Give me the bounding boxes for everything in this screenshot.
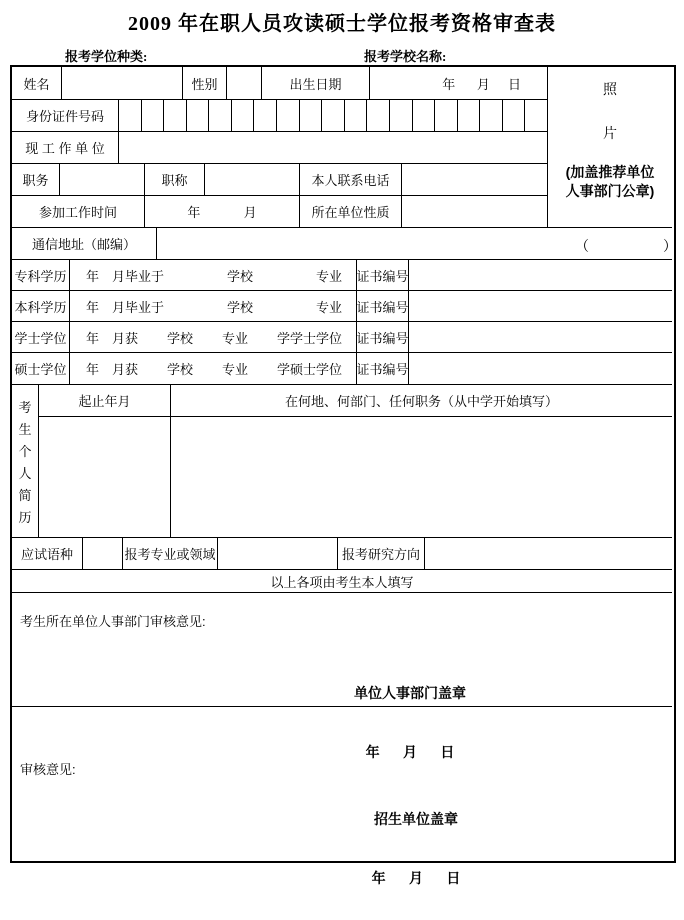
- admission-stamp-date: 年 月 日: [371, 870, 461, 886]
- birthdate-ymd-cell[interactable]: 年 月 日: [370, 67, 548, 100]
- major-field-label: 报考专业或领域: [123, 538, 218, 570]
- degree-type-label: 报考学位种类:: [65, 49, 148, 64]
- gender-input-cell[interactable]: [227, 67, 262, 100]
- edu-text-segment: 专业: [315, 268, 342, 284]
- birthdate-label: 出生日期: [262, 67, 370, 100]
- edu-text-segment: 专业: [221, 330, 248, 346]
- edu-text-segment: 学校: [226, 268, 253, 284]
- id-number-cells: [119, 100, 548, 132]
- edu-text-segment: 专业: [315, 299, 342, 315]
- address-label: 通信地址（邮编）: [12, 228, 157, 260]
- photo-label-line2: 片: [603, 125, 617, 141]
- work-unit-label: 现 工 作 单 位: [12, 132, 119, 164]
- cert-number-input-cell[interactable]: [409, 260, 672, 291]
- fill-note-row: 以上各项由考生本人填写: [12, 570, 672, 593]
- id-digit-cell[interactable]: [142, 100, 165, 131]
- prof-title-input-cell[interactable]: [205, 164, 300, 196]
- unit-nature-label: 所在单位性质: [300, 196, 402, 228]
- cert-number-label: 证书编号: [357, 353, 409, 385]
- id-digit-cell[interactable]: [300, 100, 323, 131]
- position-input-cell[interactable]: [60, 164, 145, 196]
- cert-number-label: 证书编号: [357, 322, 409, 353]
- id-digit-cell[interactable]: [435, 100, 458, 131]
- admission-stamp-label: 招生单位盖章: [374, 811, 458, 827]
- name-label: 姓名: [12, 67, 62, 100]
- work-start-label: 参加工作时间: [12, 196, 145, 228]
- bachelor-degree-detail-cell[interactable]: [70, 322, 357, 353]
- admission-stamp-block: [306, 777, 526, 920]
- postcode-open-paren: （: [575, 238, 589, 254]
- photo-cell: [548, 67, 672, 228]
- edu-text-segment: 学校: [166, 362, 193, 377]
- id-digit-cell[interactable]: [322, 100, 345, 131]
- phone-input-cell[interactable]: [402, 164, 548, 196]
- id-digit-cell[interactable]: [187, 100, 210, 131]
- cert-number-input-cell[interactable]: [409, 291, 672, 322]
- unit-nature-input-cell[interactable]: [402, 196, 548, 228]
- edu-text-segment: 专业: [221, 362, 248, 377]
- id-digit-cell[interactable]: [525, 100, 547, 131]
- edu-text-segment: 学校: [226, 299, 253, 315]
- id-digit-cell[interactable]: [209, 100, 232, 131]
- research-direction-label: 报考研究方向: [338, 538, 425, 570]
- name-input-cell[interactable]: [62, 67, 183, 100]
- photo-stamp-note-line2: 人事部门公章): [565, 183, 655, 199]
- photo-stamp-note-line1: (加盖推荐单位: [565, 164, 655, 180]
- resume-vertical-char: 简: [18, 488, 32, 503]
- edu-text-segment: 学学士学位: [276, 330, 342, 346]
- cert-number-label: 证书编号: [357, 260, 409, 291]
- work-start-ym-cell[interactable]: 年 月: [145, 196, 300, 228]
- exam-language-input-cell[interactable]: [83, 538, 123, 570]
- final-review-section[interactable]: [12, 707, 672, 886]
- prof-title-label: 职称: [145, 164, 205, 196]
- cert-number-input-cell[interactable]: [409, 322, 672, 353]
- edu-text-segment: 年 月获: [86, 330, 139, 346]
- resume-vertical-char: 考: [18, 400, 32, 415]
- resume-period-input-cell[interactable]: [39, 417, 171, 538]
- master-degree-detail-cell[interactable]: [70, 353, 357, 385]
- unit-stamp-date: 年 月 日: [365, 744, 455, 760]
- photo-label-line1: 照: [603, 81, 617, 97]
- college-diploma-detail-cell[interactable]: [70, 260, 357, 291]
- id-digit-cell[interactable]: [413, 100, 436, 131]
- cert-number-label: 证书编号: [357, 291, 409, 322]
- school-name-label: 报考学校名称:: [364, 49, 447, 64]
- id-number-label: 身份证件号码: [12, 100, 119, 132]
- master-degree-label: 硕士学位: [12, 353, 70, 385]
- resume-period-header: 起止年月: [39, 385, 171, 417]
- unit-review-label: 考生所在单位人事部门审核意见:: [20, 614, 206, 629]
- id-digit-cell[interactable]: [119, 100, 142, 131]
- resume-vertical-char: 人: [18, 466, 32, 481]
- id-digit-cell[interactable]: [277, 100, 300, 131]
- bachelor-degree-label: 学士学位: [12, 322, 70, 353]
- form-table: [12, 67, 677, 886]
- id-digit-cell[interactable]: [164, 100, 187, 131]
- resume-vertical-label: [12, 385, 39, 538]
- id-digit-cell[interactable]: [503, 100, 526, 131]
- research-direction-input-cell[interactable]: [425, 538, 672, 570]
- major-field-input-cell[interactable]: [218, 538, 338, 570]
- id-digit-cell[interactable]: [367, 100, 390, 131]
- id-digit-cell[interactable]: [480, 100, 503, 131]
- address-input-cell[interactable]: [157, 228, 677, 260]
- id-digit-cell[interactable]: [390, 100, 413, 131]
- id-digit-cell[interactable]: [345, 100, 368, 131]
- gender-label: 性别: [183, 67, 227, 100]
- edu-text-segment: 年 月毕业于: [86, 268, 165, 284]
- edu-text-segment: 年 月毕业于: [86, 299, 165, 315]
- id-digit-cell[interactable]: [232, 100, 255, 131]
- unit-stamp-label: 单位人事部门盖章: [354, 685, 466, 701]
- postcode-close-paren: ）: [663, 238, 677, 254]
- resume-detail-header: 在何地、何部门、任何职务（从中学开始填写）: [171, 385, 672, 417]
- final-review-label: 审核意见:: [20, 762, 76, 777]
- exam-language-label: 应试语种: [12, 538, 83, 570]
- bachelor-diploma-detail-cell[interactable]: [70, 291, 357, 322]
- resume-detail-input-cell[interactable]: [171, 417, 672, 538]
- edu-text-segment: 学校: [166, 330, 193, 346]
- id-digit-cell[interactable]: [254, 100, 277, 131]
- resume-vertical-char: 历: [18, 510, 32, 525]
- cert-number-input-cell[interactable]: [409, 353, 672, 385]
- bachelor-diploma-label: 本科学历: [12, 291, 70, 322]
- edu-text-segment: 学硕士学位: [276, 362, 342, 377]
- page-title: 2009 年在职人员攻读硕士学位报考资格审查表: [128, 13, 556, 35]
- phone-label: 本人联系电话: [300, 164, 402, 196]
- resume-vertical-char: 个: [18, 444, 32, 459]
- college-diploma-label: 专科学历: [12, 260, 70, 291]
- edu-text-segment: 年 月获: [86, 362, 139, 377]
- work-unit-input-cell[interactable]: [119, 132, 548, 164]
- position-label: 职务: [12, 164, 60, 196]
- id-digit-cell[interactable]: [458, 100, 481, 131]
- resume-vertical-char: 生: [18, 422, 32, 437]
- unit-review-section[interactable]: [12, 593, 672, 760]
